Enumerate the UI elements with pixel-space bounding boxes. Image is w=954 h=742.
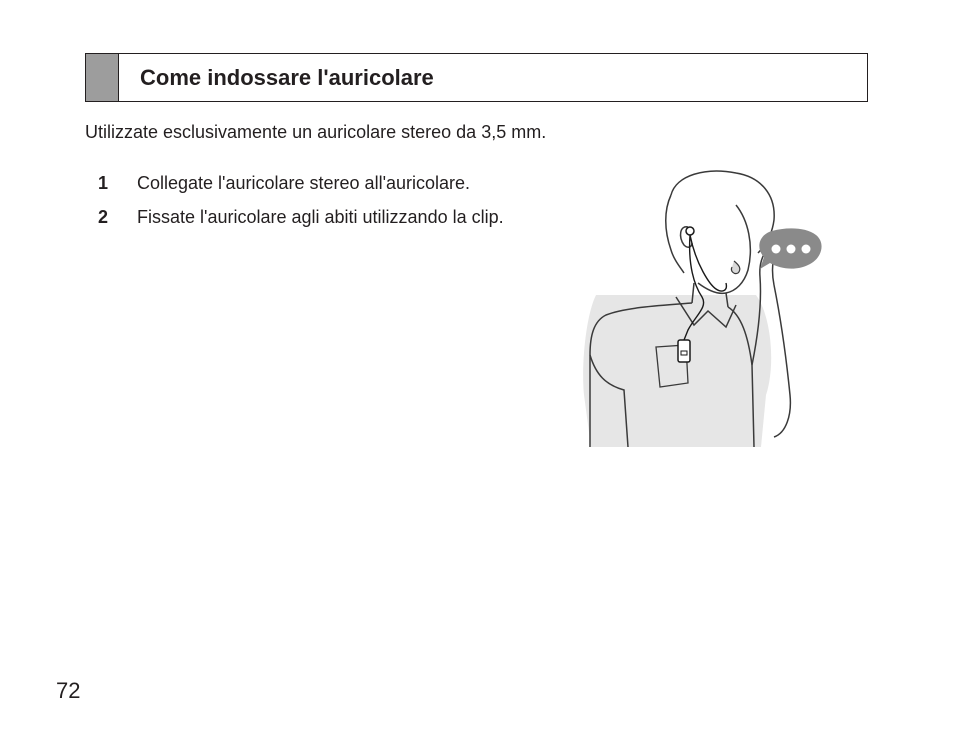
- person-wearing-headset-illustration: [576, 165, 826, 447]
- section-header: [85, 53, 868, 102]
- section-tab: [86, 54, 119, 101]
- section-title: Come indossare l'auricolare: [140, 65, 434, 90]
- step-item: [98, 206, 568, 228]
- steps-list: [98, 172, 568, 240]
- headset-button-icon: [681, 351, 687, 355]
- speech-dot-icon: [787, 245, 796, 254]
- figure-shadow: [583, 295, 771, 447]
- speech-dot-icon: [802, 245, 811, 254]
- step-text: Collegate l'auricolare stereo all'auricolare.: [137, 173, 471, 193]
- mouth-outline: [731, 261, 739, 274]
- forearm-outline: [774, 285, 790, 437]
- head-outline: [666, 195, 684, 273]
- face-outline: [698, 205, 750, 293]
- step-text: Fissate l'auricolare agli abiti utilizzando la clip.: [137, 207, 504, 227]
- page-number: 72: [56, 678, 81, 703]
- speech-bubble-icon: [756, 227, 824, 273]
- intro-text: Utilizzate esclusivamente un auricolare stereo da 3,5 mm.: [85, 122, 547, 142]
- earbud-icon: [686, 227, 694, 235]
- speech-dot-icon: [772, 245, 781, 254]
- step-number: 2: [98, 207, 109, 227]
- step-number: 1: [98, 173, 109, 193]
- headset-illustration-svg: [576, 165, 826, 447]
- step-item: [98, 172, 568, 194]
